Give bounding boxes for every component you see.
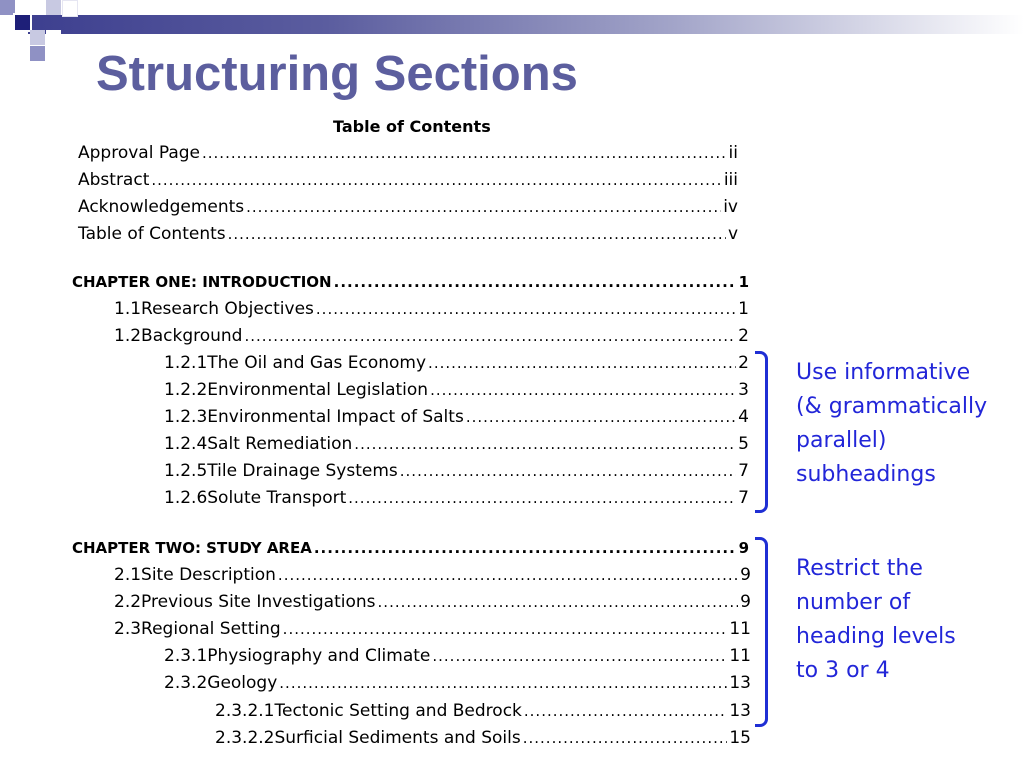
toc-section: 1.2 Background ..... 2 xyxy=(114,326,749,351)
toc-subsubsection: 2.3.2.1 Tectonic Setting and Bedrock ..... 13 xyxy=(215,701,751,726)
slide-title: Structuring Sections xyxy=(96,47,578,101)
toc-entry: Abstract ..... iii xyxy=(78,170,738,195)
toc-entry: Acknowledgements ..... iv xyxy=(78,197,738,222)
toc-chapter-heading: CHAPTER TWO: STUDY AREA ..... 9 xyxy=(72,539,749,564)
toc-section: 2.1 Site Description ..... 9 xyxy=(114,565,751,590)
toc-section: 1.1 Research Objectives ..... 1 xyxy=(114,299,749,324)
header-gradient-bar xyxy=(28,15,1024,34)
toc-subsection: 2.3.1 Physiography and Climate ..... 11 xyxy=(164,646,751,671)
note-heading-levels: Restrict the number of heading levels to 3 or 4 xyxy=(796,556,956,683)
toc-subsection: 1.2.6 Solute Transport ..... 7 xyxy=(164,488,749,513)
toc-subsection: 1.2.4 Salt Remediation ..... 5 xyxy=(164,434,749,459)
toc-subsubsection: 2.3.2.2 Surficial Sediments and Soils ..... 15 xyxy=(215,728,751,753)
toc-entry: Table of Contents ..... v xyxy=(78,224,738,249)
toc-section: 2.3 Regional Setting ..... 11 xyxy=(114,619,751,644)
toc-entry: Approval Page ..... ii xyxy=(78,143,738,168)
toc-subsection: 1.2.3 Environmental Impact of Salts ..... 4 xyxy=(164,407,749,432)
toc-chapter-heading: CHAPTER ONE: INTRODUCTION ..... 1 xyxy=(72,273,749,298)
toc-subsection: 2.3.2 Geology ..... 13 xyxy=(164,673,751,698)
bracket-heading-levels xyxy=(755,537,768,727)
toc-heading: Table of Contents xyxy=(333,117,491,136)
toc-subsection: 1.2.2 Environmental Legislation ..... 3 xyxy=(164,380,749,405)
note-subheadings: Use informative (& grammatically parallel) subheadings xyxy=(796,360,988,487)
toc-subsection: 1.2.5 Tile Drainage Systems ..... 7 xyxy=(164,461,749,486)
bracket-subheadings xyxy=(755,351,768,513)
toc-section: 2.2 Previous Site Investigations ..... 9 xyxy=(114,592,751,617)
toc-subsection: 1.2.1 The Oil and Gas Economy ..... 2 xyxy=(164,353,749,378)
